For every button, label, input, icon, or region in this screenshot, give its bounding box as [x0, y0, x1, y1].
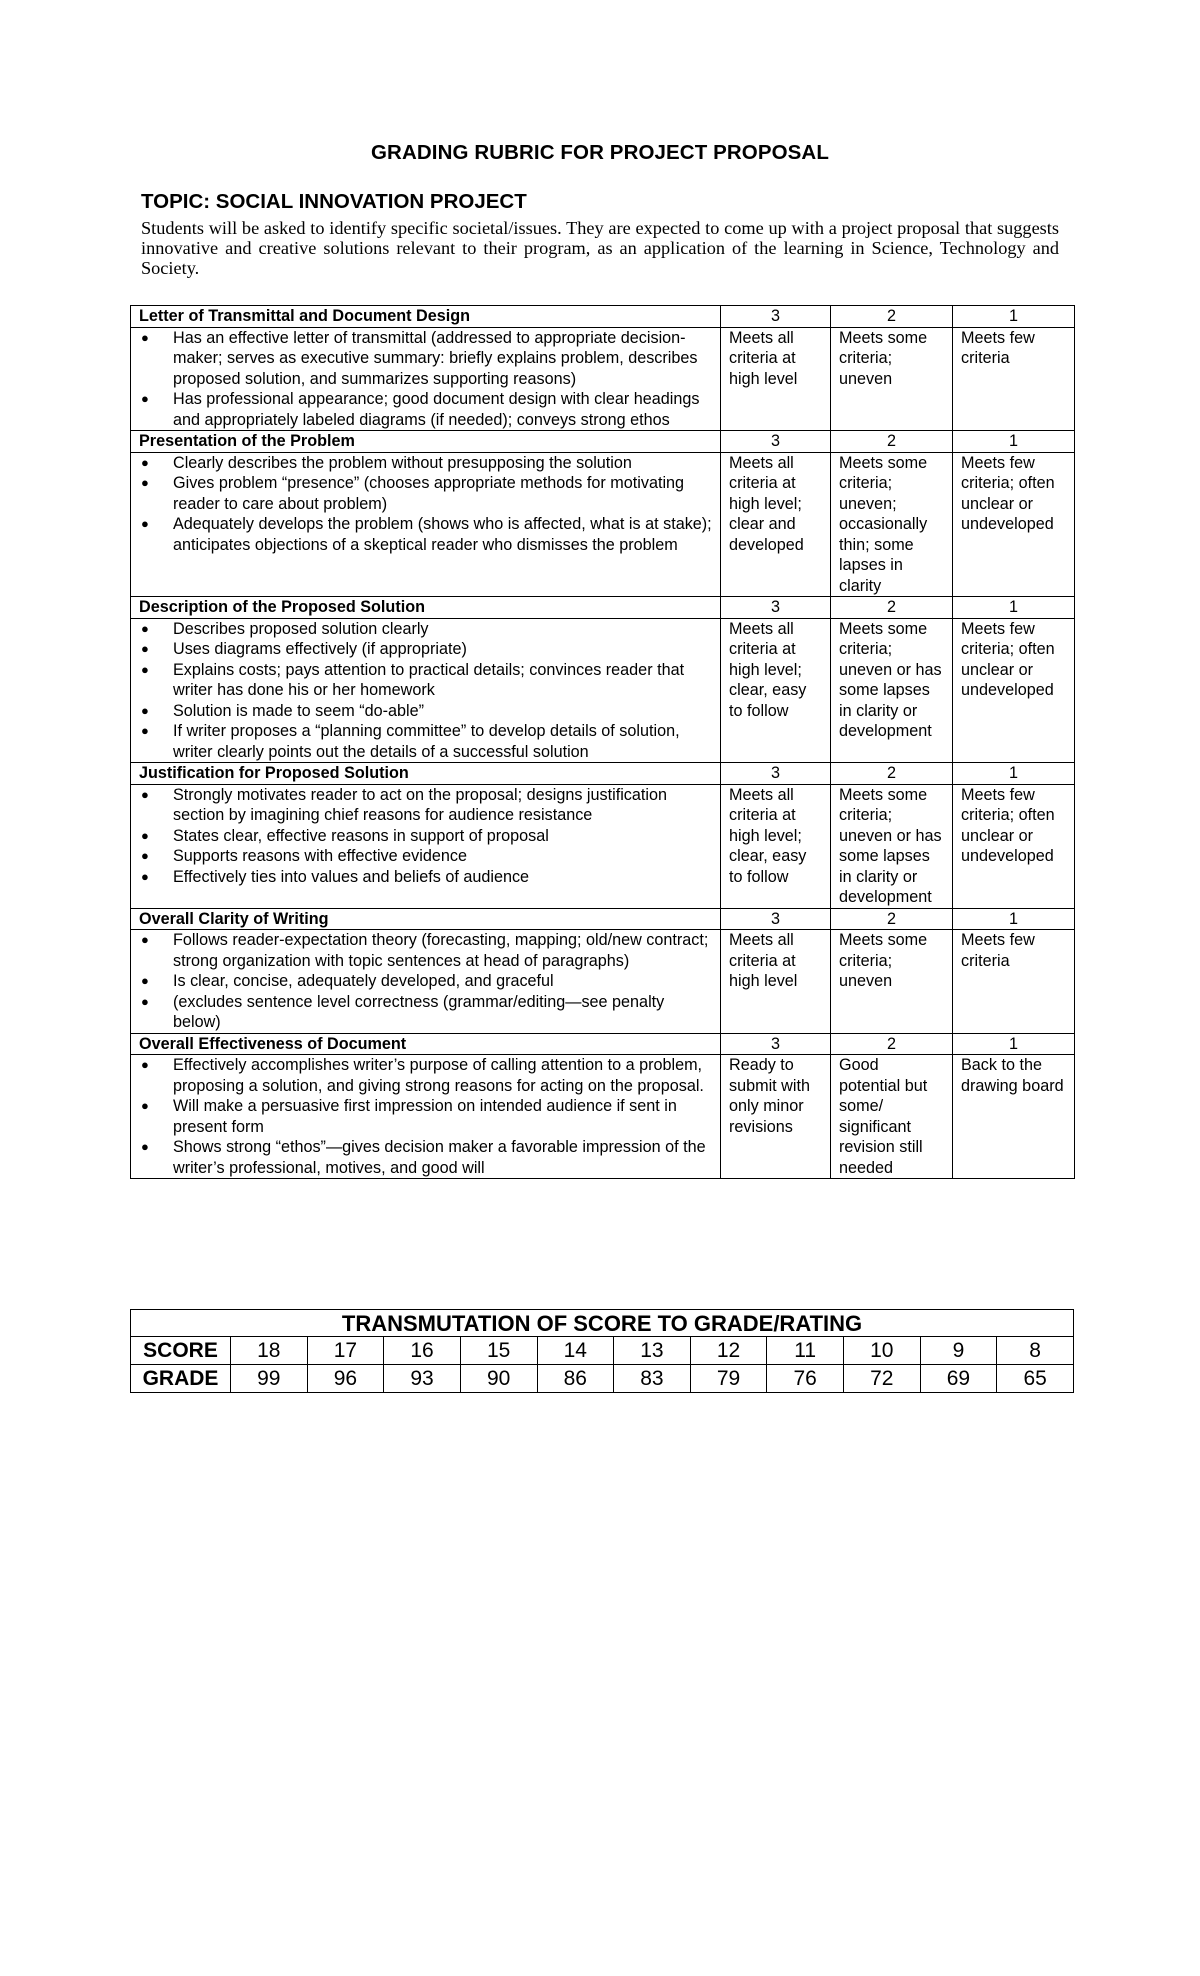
criterion-item	[139, 1137, 712, 1178]
section-header-row	[131, 908, 1075, 930]
criterion-text: Effectively accomplishes writer’s purpose of calling attention to a problem, proposing a solution, and giving strong reasons for acting on the proposal.	[173, 1056, 704, 1095]
level-header: 1	[953, 431, 1075, 453]
bullet-icon: ●	[141, 993, 149, 1009]
section-header-row	[131, 1033, 1075, 1055]
criterion-item	[139, 971, 712, 992]
criterion-item	[139, 514, 712, 555]
criterion-text: If writer proposes a “planning committee” to develop details of solution, writer clearly points out the details of a successful solution	[173, 722, 680, 761]
bullet-icon: ●	[141, 329, 149, 345]
criterion-text: Follows reader-expectation theory (forecasting, mapping; old/new contract; strong organization with topic sentences at head of paragraphs)	[173, 931, 709, 970]
criterion-item	[139, 619, 712, 640]
criterion-text: Describes proposed solution clearly	[173, 619, 429, 638]
transmutation-title: TRANSMUTATION OF SCORE TO GRADE/RATING	[131, 1310, 1074, 1337]
bullet-icon: ●	[141, 391, 149, 406]
criterion-text: Solution is made to seem “do-able”	[173, 701, 425, 720]
level-header: 1	[953, 1033, 1075, 1055]
grade-cell: 83	[614, 1365, 691, 1393]
criterion-text: Will make a persuasive first impression on intended audience if sent in present form	[173, 1097, 677, 1136]
level-descriptor: Meets all criteria at high level; clear, easy to follow	[721, 784, 831, 908]
section-heading: Presentation of the Problem	[131, 431, 721, 453]
transmutation-title-row	[131, 1310, 1074, 1337]
score-cell: 11	[767, 1337, 844, 1365]
grade-cell: 79	[690, 1365, 767, 1393]
grade-cell: 69	[920, 1365, 997, 1393]
grade-cell: 93	[384, 1365, 461, 1393]
level-descriptor: Good potential but some/ significant revision still needed	[831, 1055, 953, 1179]
bullet-icon: ●	[141, 702, 149, 718]
score-cell: 15	[460, 1337, 537, 1365]
criterion-text: Shows strong “ethos”—gives decision maker a favorable impression of the writer’s professional, motives, and good will	[173, 1138, 706, 1177]
section-heading: Overall Clarity of Writing	[131, 908, 721, 930]
bullet-icon: ●	[141, 475, 149, 490]
criteria-cell	[131, 1055, 721, 1179]
criterion-item	[139, 992, 712, 1033]
level-header: 3	[721, 431, 831, 453]
level-header: 3	[721, 908, 831, 930]
section-body-row	[131, 452, 1075, 597]
level-descriptor: Meets few criteria; often unclear or undeveloped	[953, 452, 1075, 597]
bullet-icon: ●	[141, 786, 149, 802]
criteria-list	[139, 785, 712, 888]
level-descriptor: Meets few criteria; often unclear or undeveloped	[953, 618, 1075, 763]
section-header-row	[131, 763, 1075, 785]
grade-cell: 72	[844, 1365, 921, 1393]
section-header-row	[131, 597, 1075, 619]
score-cell: 14	[537, 1337, 614, 1365]
level-header: 2	[831, 763, 953, 785]
criteria-cell	[131, 327, 721, 431]
grade-cell: 76	[767, 1365, 844, 1393]
topic-heading: TOPIC: SOCIAL INNOVATION PROJECT	[141, 190, 527, 213]
criterion-text: Strongly motivates reader to act on the proposal; designs justification section by imagining chief reasons for audience resistance	[173, 785, 667, 824]
section-heading: Justification for Proposed Solution	[131, 763, 721, 785]
level-header: 2	[831, 908, 953, 930]
score-cell: 18	[231, 1337, 308, 1365]
section-heading: Letter of Transmittal and Document Design	[131, 306, 721, 328]
level-descriptor: Meets few criteria	[953, 930, 1075, 1034]
bullet-icon: ●	[141, 661, 149, 677]
bullet-icon: ●	[141, 1139, 149, 1154]
criteria-list	[139, 1055, 712, 1178]
criterion-item	[139, 1055, 712, 1096]
score-cell: 9	[920, 1337, 997, 1365]
bullet-icon: ●	[141, 1098, 149, 1113]
grade-cell: 90	[460, 1365, 537, 1393]
criterion-text: Supports reasons with effective evidence	[173, 847, 467, 865]
criterion-item	[139, 473, 712, 514]
level-descriptor: Meets some criteria; uneven	[831, 327, 953, 431]
score-row	[131, 1337, 1074, 1365]
bullet-icon: ●	[141, 723, 149, 738]
criterion-text: Has professional appearance; good document design with clear headings and appropriately labeled diagrams (if needed); conveys strong ethos	[173, 390, 700, 429]
criterion-text: States clear, effective reasons in support of proposal	[173, 826, 549, 845]
criterion-item	[139, 701, 712, 722]
criterion-item	[139, 660, 712, 701]
criterion-item	[139, 1096, 712, 1137]
criteria-cell	[131, 618, 721, 763]
section-header-row	[131, 306, 1075, 328]
bullet-icon: ●	[141, 973, 149, 988]
bullet-icon: ●	[141, 516, 149, 531]
section-body-row	[131, 1055, 1075, 1179]
level-descriptor: Meets all criteria at high level	[721, 327, 831, 431]
criterion-text: (excludes sentence level correctness (grammar/editing—see penalty below)	[173, 992, 665, 1031]
criteria-list	[139, 328, 712, 431]
score-cell: 17	[307, 1337, 384, 1365]
section-body-row	[131, 618, 1075, 763]
criteria-cell	[131, 452, 721, 597]
score-cell: 13	[614, 1337, 691, 1365]
criterion-item	[139, 785, 712, 826]
level-descriptor: Back to the drawing board	[953, 1055, 1075, 1179]
level-header: 1	[953, 597, 1075, 619]
bullet-icon: ●	[141, 641, 149, 656]
section-heading: Overall Effectiveness of Document	[131, 1033, 721, 1055]
score-cell: 8	[997, 1337, 1074, 1365]
criterion-item	[139, 846, 712, 867]
section-body-row	[131, 930, 1075, 1034]
level-descriptor: Meets some criteria; uneven or has some lapses in clarity or development	[831, 618, 953, 763]
bullet-icon: ●	[141, 1057, 149, 1072]
grade-cell: 96	[307, 1365, 384, 1393]
grade-cell: 65	[997, 1365, 1074, 1393]
criteria-cell	[131, 930, 721, 1034]
level-header: 1	[953, 763, 1075, 785]
section-heading: Description of the Proposed Solution	[131, 597, 721, 619]
criteria-list	[139, 930, 712, 1033]
level-descriptor: Meets few criteria	[953, 327, 1075, 431]
criteria-cell	[131, 784, 721, 908]
level-header: 3	[721, 1033, 831, 1055]
grade-row	[131, 1365, 1074, 1393]
criterion-text: Effectively ties into values and beliefs of audience	[173, 867, 530, 886]
level-header: 2	[831, 431, 953, 453]
grade-cell: 86	[537, 1365, 614, 1393]
bullet-icon: ●	[141, 620, 149, 636]
section-header-row	[131, 431, 1075, 453]
level-descriptor: Meets some criteria; uneven	[831, 930, 953, 1034]
bullet-icon: ●	[141, 827, 149, 843]
level-header: 3	[721, 763, 831, 785]
level-header: 1	[953, 908, 1075, 930]
rubric-table	[130, 305, 1075, 1179]
level-header: 3	[721, 306, 831, 328]
section-body-row	[131, 784, 1075, 908]
criteria-list	[139, 453, 712, 556]
criterion-item	[139, 930, 712, 971]
level-header: 2	[831, 597, 953, 619]
criterion-text: Uses diagrams effectively (if appropriate)	[173, 640, 467, 658]
level-header: 3	[721, 597, 831, 619]
level-descriptor: Meets all criteria at high level; clear, easy to follow	[721, 618, 831, 763]
level-descriptor: Meets some criteria; uneven; occasionally thin; some lapses in clarity	[831, 452, 953, 597]
criterion-item	[139, 328, 712, 390]
level-descriptor: Meets all criteria at high level; clear and developed	[721, 452, 831, 597]
criterion-item	[139, 826, 712, 847]
bullet-icon: ●	[141, 932, 149, 947]
criterion-item	[139, 453, 712, 474]
level-header: 2	[831, 306, 953, 328]
intro-paragraph: Students will be asked to identify specific societal/issues. They are expected to come up with a project proposal that suggests innovative and creative solutions relevant to their program, as an application of the learning in Science, Technology and Society.	[141, 218, 1059, 278]
document-title: GRADING RUBRIC FOR PROJECT PROPOSAL	[371, 141, 829, 164]
grade-label: GRADE	[131, 1365, 231, 1393]
criterion-item	[139, 867, 712, 888]
criterion-text: Is clear, concise, adequately developed, and graceful	[173, 972, 554, 990]
level-descriptor: Meets few criteria; often unclear or undeveloped	[953, 784, 1075, 908]
criteria-list	[139, 619, 712, 763]
level-descriptor: Ready to submit with only minor revisions	[721, 1055, 831, 1179]
bullet-icon: ●	[141, 454, 149, 470]
criterion-text: Explains costs; pays attention to practical details; convinces reader that writer has done his or her homework	[173, 660, 685, 699]
rubric-body	[131, 306, 1075, 1179]
criterion-item	[139, 389, 712, 430]
criterion-text: Gives problem “presence” (chooses appropriate methods for motivating reader to care about problem)	[173, 474, 685, 513]
score-cell: 12	[690, 1337, 767, 1365]
level-descriptor: Meets some criteria; uneven or has some lapses in clarity or development	[831, 784, 953, 908]
section-body-row	[131, 327, 1075, 431]
score-cell: 10	[844, 1337, 921, 1365]
criterion-item	[139, 639, 712, 660]
criterion-text: Adequately develops the problem (shows who is affected, what is at stake); anticipates objections of a skeptical reader who dismisses the problem	[173, 515, 712, 554]
grade-cell: 99	[231, 1365, 308, 1393]
bullet-icon: ●	[141, 868, 149, 884]
transmutation-table	[130, 1309, 1074, 1393]
score-cell: 16	[384, 1337, 461, 1365]
bullet-icon: ●	[141, 848, 149, 863]
level-header: 2	[831, 1033, 953, 1055]
criterion-text: Has an effective letter of transmittal (addressed to appropriate decision-maker; serves as executive summary: briefly explains problem, describes proposed solution, and summarizes supporting reasons)	[173, 328, 698, 388]
level-header: 1	[953, 306, 1075, 328]
score-label: SCORE	[131, 1337, 231, 1365]
level-descriptor: Meets all criteria at high level	[721, 930, 831, 1034]
criterion-item	[139, 721, 712, 762]
criterion-text: Clearly describes the problem without presupposing the solution	[173, 453, 632, 472]
